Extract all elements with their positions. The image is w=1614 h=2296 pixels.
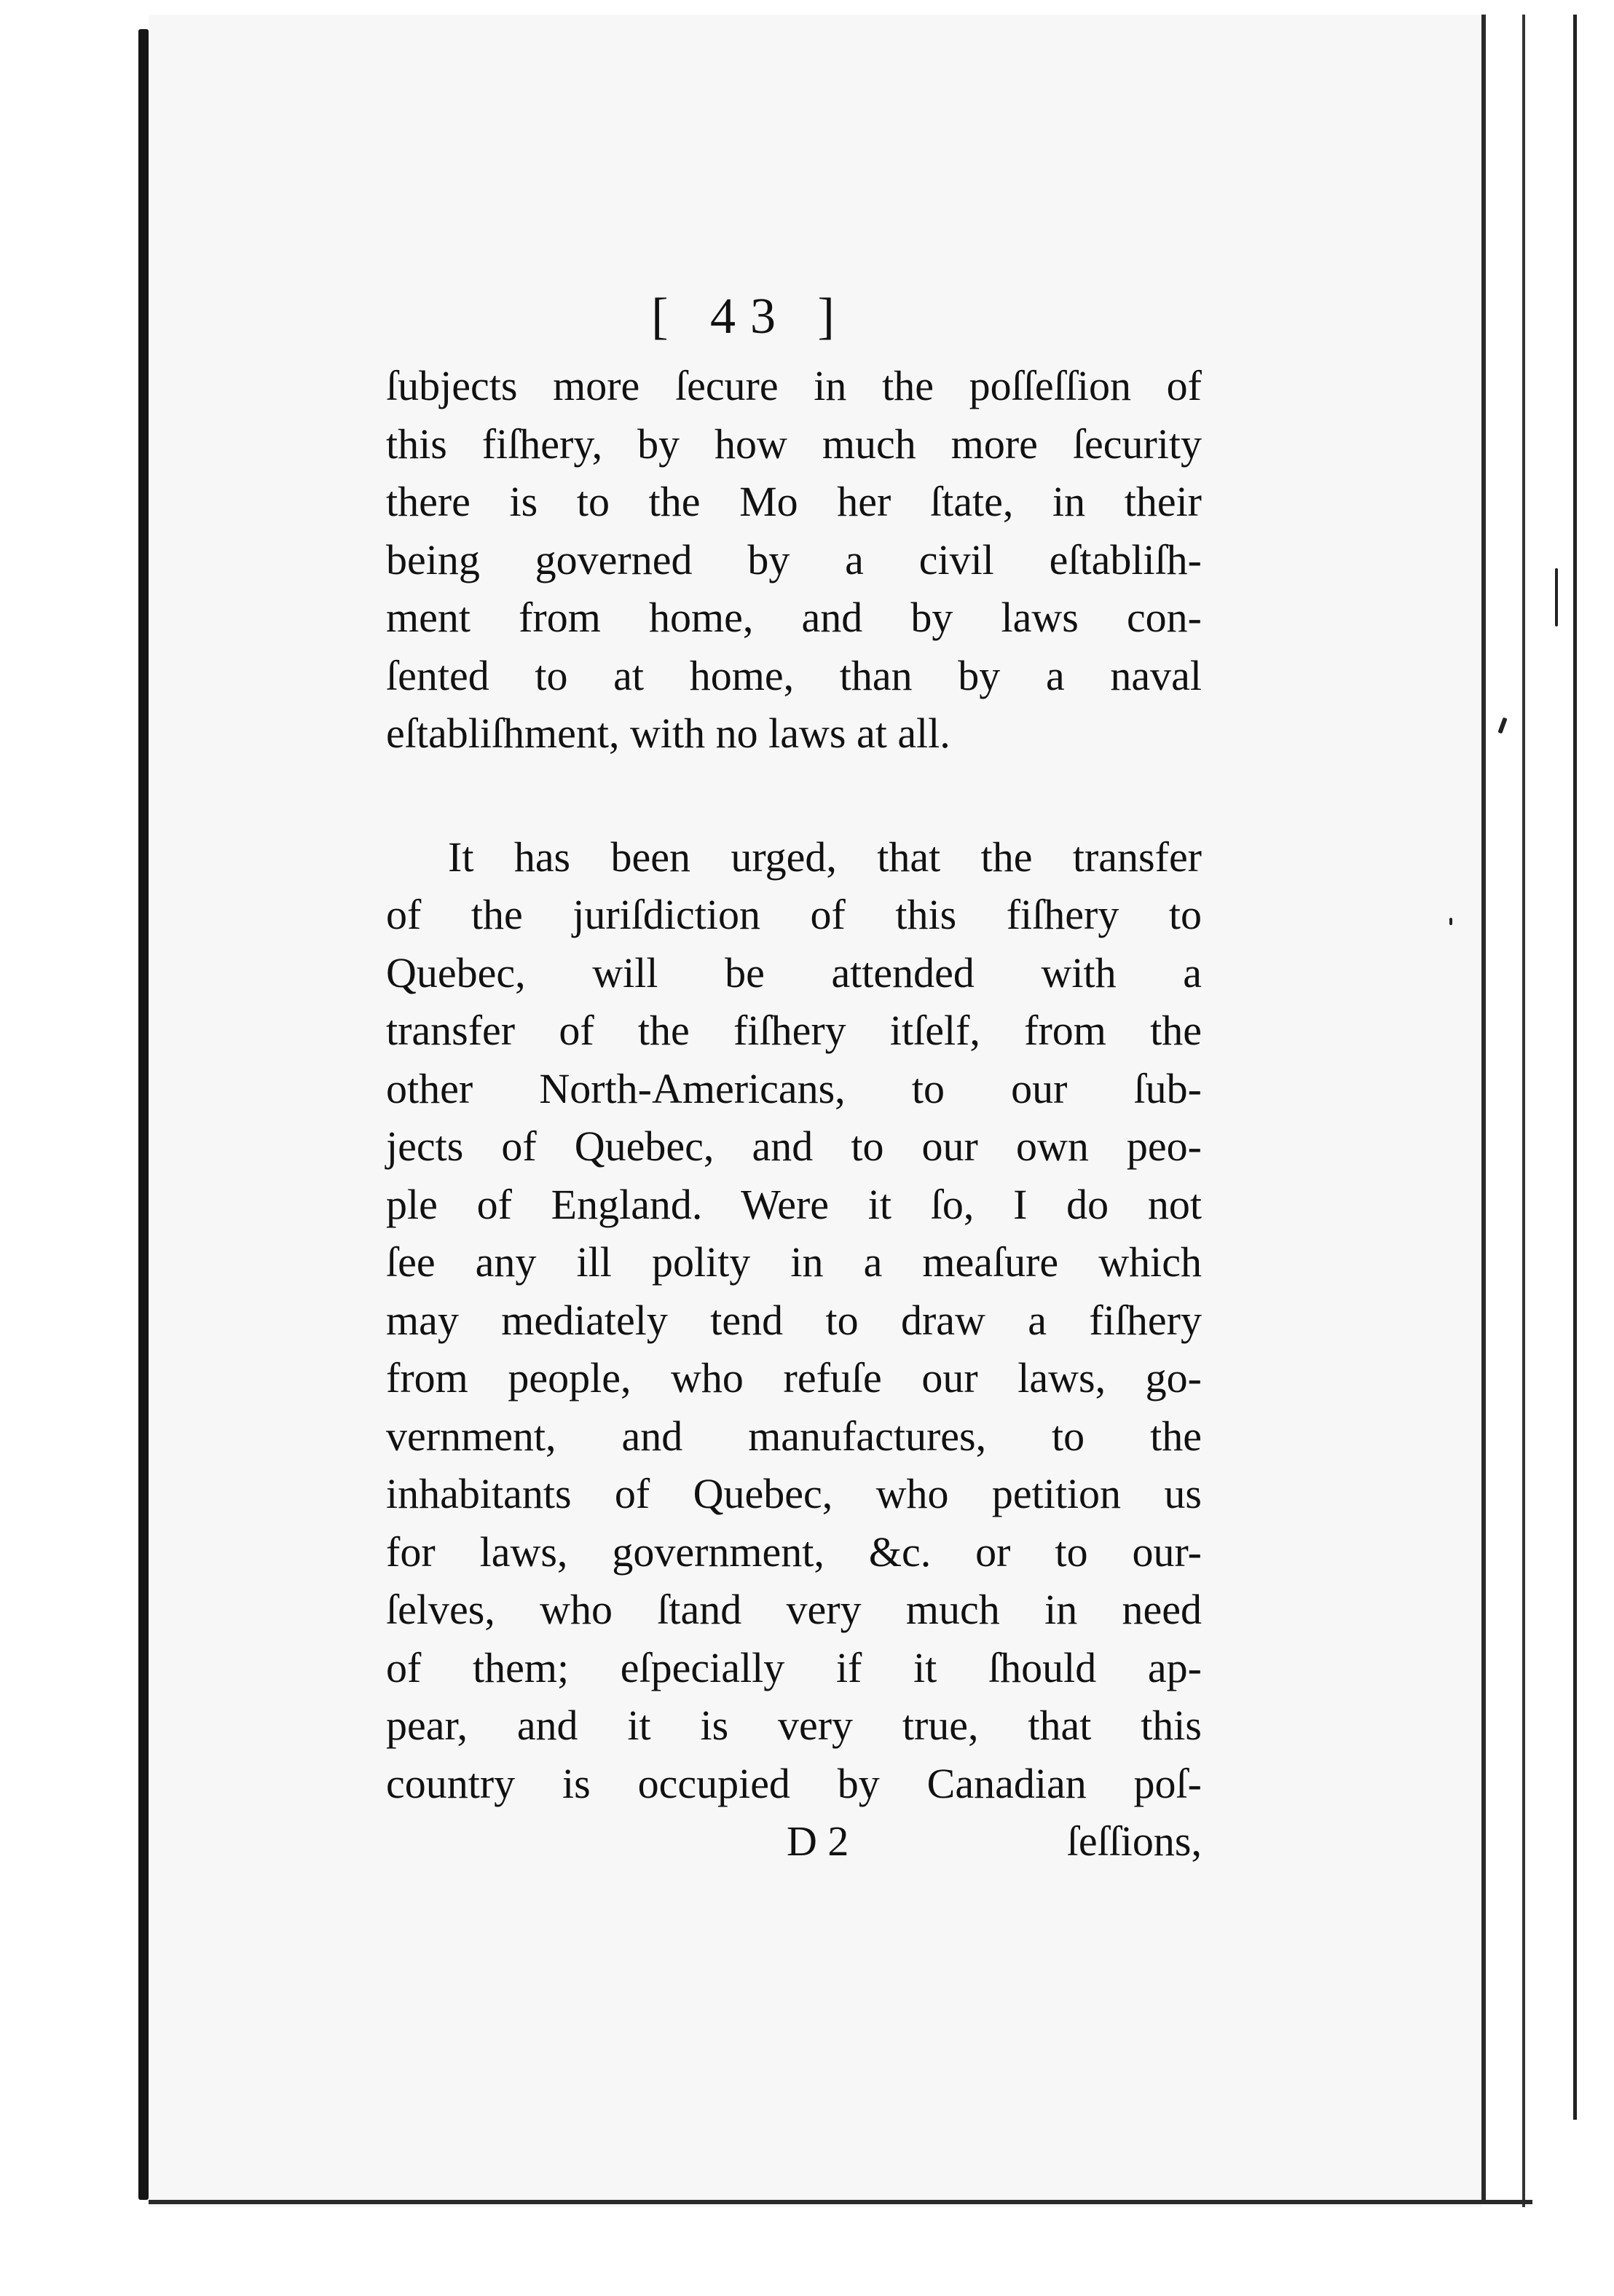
text-line: It has been urged, that the transfer	[448, 833, 1202, 881]
page-edge-line	[1481, 15, 1486, 2200]
text-line: country is occupied by Canadian poſ-	[386, 1759, 1202, 1807]
text-line: ſented to at home, than by a naval	[386, 651, 1202, 699]
paragraph-2	[386, 828, 1202, 1813]
text-line: Quebec, will be attended with a	[386, 948, 1202, 996]
text-line: may mediately tend to draw a fiſhery	[386, 1296, 1202, 1344]
text-line: pear, and it is very true, that this	[386, 1702, 1202, 1749]
ink-speck	[1497, 718, 1507, 734]
text-line: eſtabliſhment, with no laws at all.	[386, 709, 950, 757]
text-line: this fiſhery, by how much more ſecurity	[386, 420, 1202, 468]
page-text	[386, 284, 1202, 1871]
page-footer	[386, 1812, 1202, 1871]
page-edge-line	[1522, 15, 1525, 2207]
page-gutter-rule	[138, 29, 149, 2200]
text-line: ment from home, and by laws con-	[386, 594, 1202, 641]
text-line: vernment, and manufactures, to the	[386, 1412, 1202, 1460]
text-line: ſelves, who ſtand very much in need	[386, 1586, 1202, 1633]
text-line: of the juriſdiction of this fiſhery to	[386, 891, 1202, 938]
paragraph-1	[386, 357, 1202, 763]
ink-speck	[1555, 568, 1558, 626]
text-line: jects of Quebec, and to our own peo-	[386, 1123, 1202, 1170]
text-line: ſubjects more ſecure in the poſſeſſion of	[386, 362, 1202, 409]
text-line: other North-Americans, to our ſub-	[386, 1064, 1202, 1112]
text-line: for laws, government, &c. or to our-	[386, 1528, 1202, 1576]
signature-mark: D 2	[787, 1817, 849, 1865]
text-line: inhabitants of Quebec, who petition us	[386, 1470, 1202, 1517]
catchword: ſeſſions,	[1066, 1817, 1202, 1865]
text-line: ple of England. Were it ſo, I do not	[386, 1180, 1202, 1228]
text-line: from people, who refuſe our laws, go-	[386, 1354, 1202, 1401]
text-line: of them; eſpecially if it ſhould ap-	[386, 1643, 1202, 1691]
text-line: being governed by a civil eſtabliſh-	[386, 535, 1202, 583]
text-line: there is to the Mo her ſtate, in their	[386, 478, 1202, 525]
text-line: ſee any ill polity in a meaſure which	[386, 1238, 1202, 1286]
ink-speck	[1449, 918, 1452, 925]
text-line: transfer of the fiſhery itſelf, from the	[386, 1007, 1202, 1054]
page-edge-line	[1573, 15, 1577, 2120]
page-number: [ 43 ]	[651, 288, 849, 345]
page-bottom-edge	[149, 2200, 1532, 2204]
paragraph-gap	[386, 763, 1202, 828]
